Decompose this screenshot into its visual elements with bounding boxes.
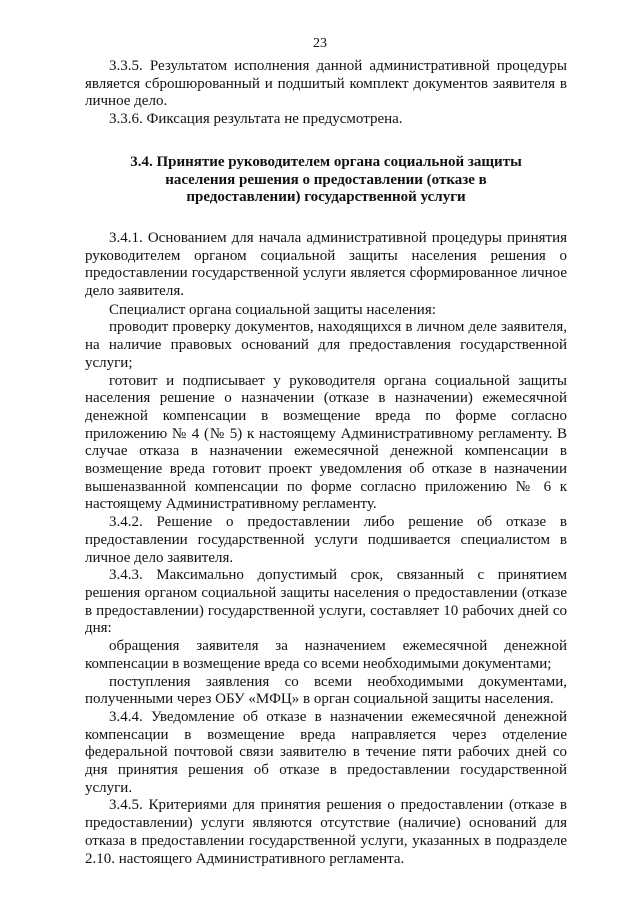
paragraph-3-4-3: 3.4.3. Максимально допустимый срок, связанный с принятием решения органом социальной защиты населения о предоставлении (отказе в предоставлении) государственной услуги, составляет 10 рабочих дней со дня:	[85, 567, 567, 637]
paragraph-specialist: Специалист органа социальной защиты населения:	[109, 301, 436, 318]
paragraph-3-4-1: 3.4.1. Основанием для начала административной процедуры принятия руководителем органом социальной защиты населения решения о предоставлении государственной услуги является сформированное личное дело заявителя.	[85, 229, 567, 300]
paragraph-3-3-6: 3.3.6. Фиксация результата не предусмотрена.	[109, 111, 403, 128]
paragraph-appeal: обращения заявителя за назначением ежемесячной денежной компенсации в возмещение вреда со всеми необходимыми документами;	[85, 638, 567, 672]
paragraph-receipt: поступления заявления со всеми необходимыми документами, полученными через ОБУ «МФЦ» в орган социальной защиты населения.	[85, 673, 567, 708]
page-number: 23	[313, 36, 327, 51]
paragraph-prepare-decision: готовит и подписывает у руководителя органа социальной защиты населения решение о назначении (отказе в назначении) ежемесячной денежной компенсации в возмещение вреда по форме согласно приложению № 4 (№ 5) к настоящему Административному регламенту. В случае отказа в назначении ежемесячной денежной компенсации в возмещение вреда готовит проект уведомления об отказе в назначении вышеназванной компенсации по форме согласно приложению № 6 к настоящему Административному регламенту.	[85, 372, 567, 513]
paragraph-3-3-5: 3.3.5. Результатом исполнения данной административной процедуры является сброшюрованный и подшитый комплект документов заявителя в личное дело.	[85, 58, 567, 110]
paragraph-3-4-2: 3.4.2. Решение о предоставлении либо решение об отказе в предоставлении государственной услуги подшивается специалистом в личное дело заявителя.	[85, 514, 567, 566]
paragraph-3-4-5: 3.4.5. Критериями для принятия решения о предоставлении (отказе в предоставлении) услуги являются отсутствие (наличие) оснований для отказа в предоставлении государственной услуги, указанных в подразделе 2.10. настоящего Административного регламента.	[85, 797, 567, 867]
paragraph-check-documents: проводит проверку документов, находящихся в личном деле заявителя, на наличие правовых оснований для предоставления государственной услуги;	[85, 319, 567, 371]
section-heading-3-4: 3.4. Принятие руководителем органа социальной защиты населения решения о предоставлении (отказе в предоставлении) государственной услуги	[130, 153, 522, 206]
paragraph-3-4-4: 3.4.4. Уведомление об отказе в назначении ежемесячной денежной компенсации в возмещение вреда направляется через отделение федеральной почтовой связи заявителю в течение пяти рабочих дней со дня принятия решения об отказе в предоставлении государственной услуги.	[85, 708, 567, 796]
document-body	[85, 58, 567, 868]
